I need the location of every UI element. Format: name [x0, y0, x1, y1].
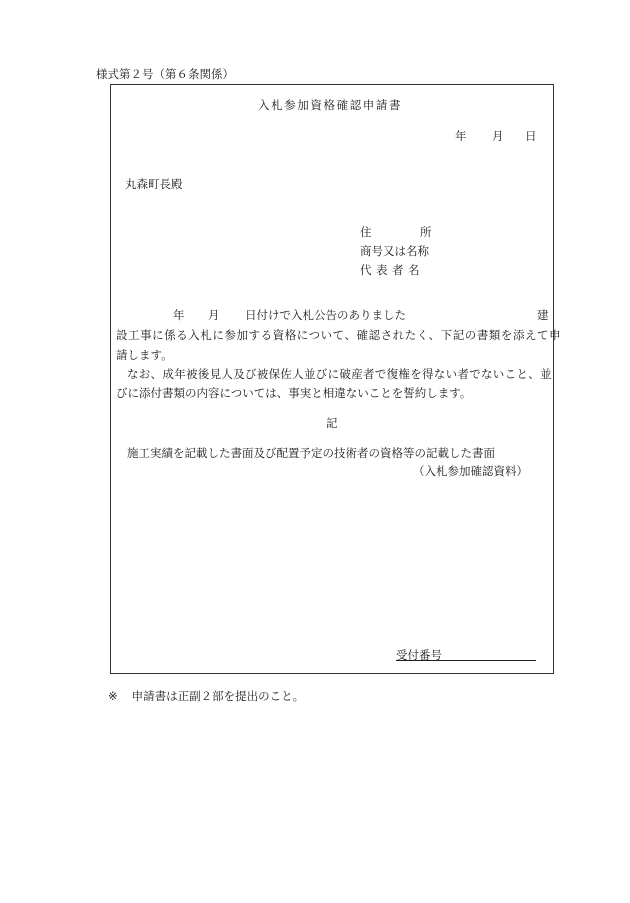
body-line-5: びに添付書類の内容については、事実と相違ないことを誓約します。 — [116, 386, 472, 400]
date-month-label: 月 — [492, 129, 504, 143]
body-line-1-end: 建 — [537, 308, 549, 322]
body-line-1: 日付けで入札公告のありました — [245, 308, 406, 322]
attachment-description: 施工実績を記載した書面及び配置予定の技術者の資格等の記載した書面 — [127, 446, 495, 460]
body-month-label: 月 — [208, 308, 220, 322]
body-year-label: 年 — [173, 308, 185, 322]
date-day-label: 日 — [525, 129, 537, 143]
footnote-text: 申請書は正副２部を提出のこと。 — [131, 689, 305, 703]
attachment-subtitle: （入札参加確認資料） — [413, 464, 528, 478]
receipt-number-field[interactable] — [396, 660, 536, 661]
form-number: 様式第２号（第６条関係） — [96, 67, 234, 81]
applicant-address-label-2: 所 — [420, 225, 432, 239]
footnote — [108, 688, 304, 704]
addressee: 丸森町長殿 — [125, 177, 183, 191]
body-line-3: 請します。 — [116, 348, 173, 362]
applicant-representative-label: 代表者名 — [360, 263, 424, 277]
footnote-mark: ※ — [108, 689, 118, 703]
document-title: 入札参加資格確認申請書 — [258, 98, 403, 112]
ki-heading: 記 — [326, 416, 338, 430]
date-year-label: 年 — [455, 129, 467, 143]
receipt-number-label: 受付番号 — [396, 648, 442, 662]
body-line-4: なお、成年被後見人及び被保佐人並びに破産者で復権を得ない者でないこと、並 — [127, 367, 552, 381]
body-line-2: 設工事に係る入札に参加する資格について、確認されたく、下記の書類を添えて申 — [116, 328, 562, 342]
applicant-address-label-1: 住 — [360, 225, 372, 239]
applicant-company-label: 商号又は名称 — [360, 244, 429, 258]
